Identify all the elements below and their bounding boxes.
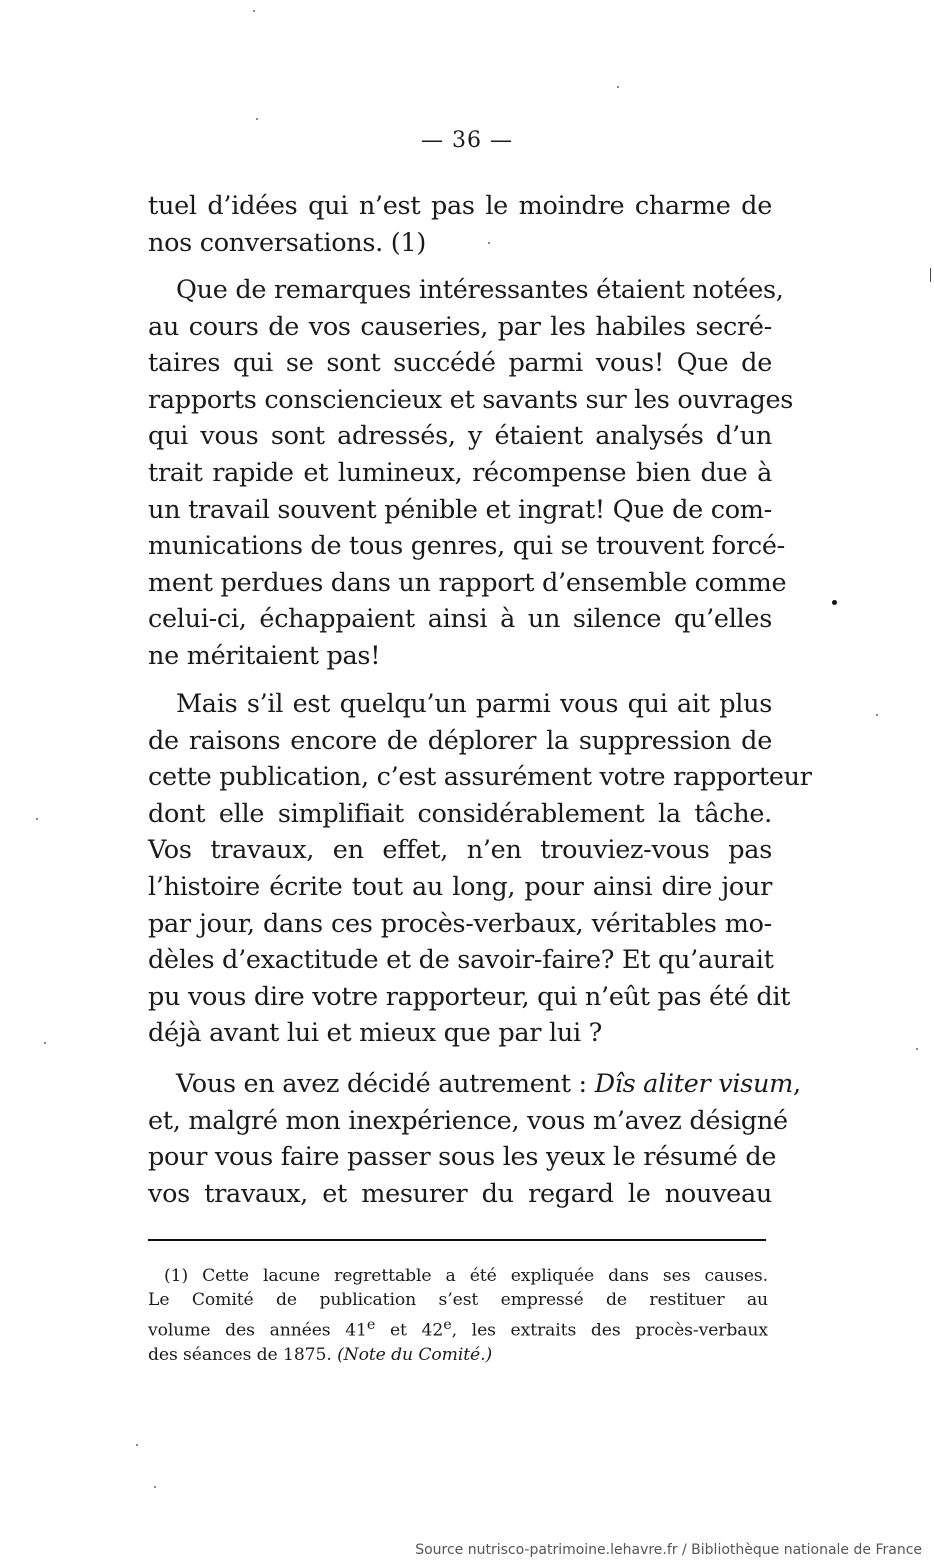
text-line: Que de remarques intéressantes étaient notées, xyxy=(176,275,784,305)
text-line: de raisons encore de déplorer la suppression de xyxy=(148,725,772,756)
footnote xyxy=(148,1264,768,1367)
text-run: et 42 xyxy=(375,1320,444,1341)
superscript: e xyxy=(443,1316,452,1333)
text-line: déjà avant lui et mieux que par lui ? xyxy=(148,1018,603,1049)
paragraph-3 xyxy=(148,686,812,1052)
scan-speck xyxy=(154,1486,156,1488)
text-line: Mais s’il est quelqu’un parmi vous qui ait plus xyxy=(176,689,772,719)
text-line: par jour, dans ces procès-verbaux, véritables mo- xyxy=(148,908,772,939)
footnote-line xyxy=(148,1343,768,1367)
text-line: qui vous sont adressés, y étaient analysés d’un xyxy=(148,421,772,452)
text-line: vos travaux, et mesurer du regard le nouveau xyxy=(148,1178,772,1209)
text-run: Vous en avez décidé autrement : xyxy=(176,1069,595,1099)
scan-speck xyxy=(488,242,490,244)
text-line: tuel d’idées qui n’est pas le moindre charme de xyxy=(148,191,772,221)
scan-speck xyxy=(136,1444,138,1446)
text-line: munications de tous genres, qui se trouvent forcé- xyxy=(148,531,785,562)
scan-speck xyxy=(832,600,837,605)
text-line: taires qui se sont succédé parmi vous! Que de xyxy=(148,348,772,379)
scan-speck xyxy=(44,1042,46,1044)
scan-speck xyxy=(253,10,255,12)
text-line: trait rapide et lumineux, récompense bien due à xyxy=(148,457,772,488)
scan-speck xyxy=(36,818,38,820)
paragraph-4 xyxy=(148,1066,801,1212)
paragraph-2 xyxy=(148,272,794,675)
text-run: des séances de 1875. xyxy=(148,1344,338,1365)
text-run: volume des années 41 xyxy=(148,1320,367,1341)
latin-quotation: Dîs aliter visum xyxy=(594,1069,793,1099)
text-line: ment perdues dans un rapport d’ensemble comme xyxy=(148,567,787,598)
scan-speck xyxy=(876,714,878,716)
footnote-separator-rule xyxy=(148,1239,766,1241)
text-line: pu vous dire votre rapporteur, qui n’eût pas été dit xyxy=(148,981,791,1012)
scan-speck xyxy=(256,118,258,120)
page-number: — 36 — xyxy=(421,128,513,153)
text-run: , xyxy=(792,1069,801,1099)
text-line: et, malgré mon inexpérience, vous m’avez désigné xyxy=(148,1105,788,1136)
text-line: cette publication, c’est assurément votre rapporteur xyxy=(148,762,812,793)
text-line: un travail souvent pénible et ingrat! Que de com- xyxy=(148,494,772,525)
text-line: Vos travaux, en effet, n’en trouviez-vous pas xyxy=(148,835,772,866)
scan-speck xyxy=(617,86,619,88)
text-line: au cours de vos causeries, par les habiles secré- xyxy=(148,311,772,342)
scan-mark xyxy=(930,268,931,282)
text-line: rapports consciencieux et savants sur les ouvrages xyxy=(148,384,794,415)
text-line: l’histoire écrite tout au long, pour ainsi dire jour xyxy=(148,871,772,902)
text-line: celui-ci, échappaient ainsi à un silence qu’elles xyxy=(148,604,772,635)
superscript: e xyxy=(366,1316,376,1333)
text-line: dont elle simplifiait considérablement la tâche. xyxy=(148,798,772,829)
text-line: nos conversations. (1) xyxy=(148,227,426,258)
footnote-line: (1) Cette lacune regrettable a été expliquée dans ses causes. xyxy=(164,1266,768,1286)
footnote-line xyxy=(148,1313,768,1343)
footnote-line: Le Comité de publication s’est empressé de restituer au xyxy=(148,1290,768,1311)
text-line xyxy=(148,1066,801,1103)
text-run: , les extraits des procès-verbaux xyxy=(451,1320,768,1341)
committee-note: (Note du Comité.) xyxy=(337,1344,493,1365)
text-line: ne méritaient pas! xyxy=(148,640,381,671)
scan-speck xyxy=(916,1048,918,1050)
source-attribution: Source nutrisco-patrimoine.lehavre.fr / Bibliothèque nationale de France xyxy=(415,1542,922,1558)
text-line: dèles d’exactitude et de savoir-faire? Et qu’aurait xyxy=(148,945,774,976)
paragraph-1 xyxy=(148,188,772,261)
text-line: pour vous faire passer sous les yeux le résumé de xyxy=(148,1142,777,1173)
